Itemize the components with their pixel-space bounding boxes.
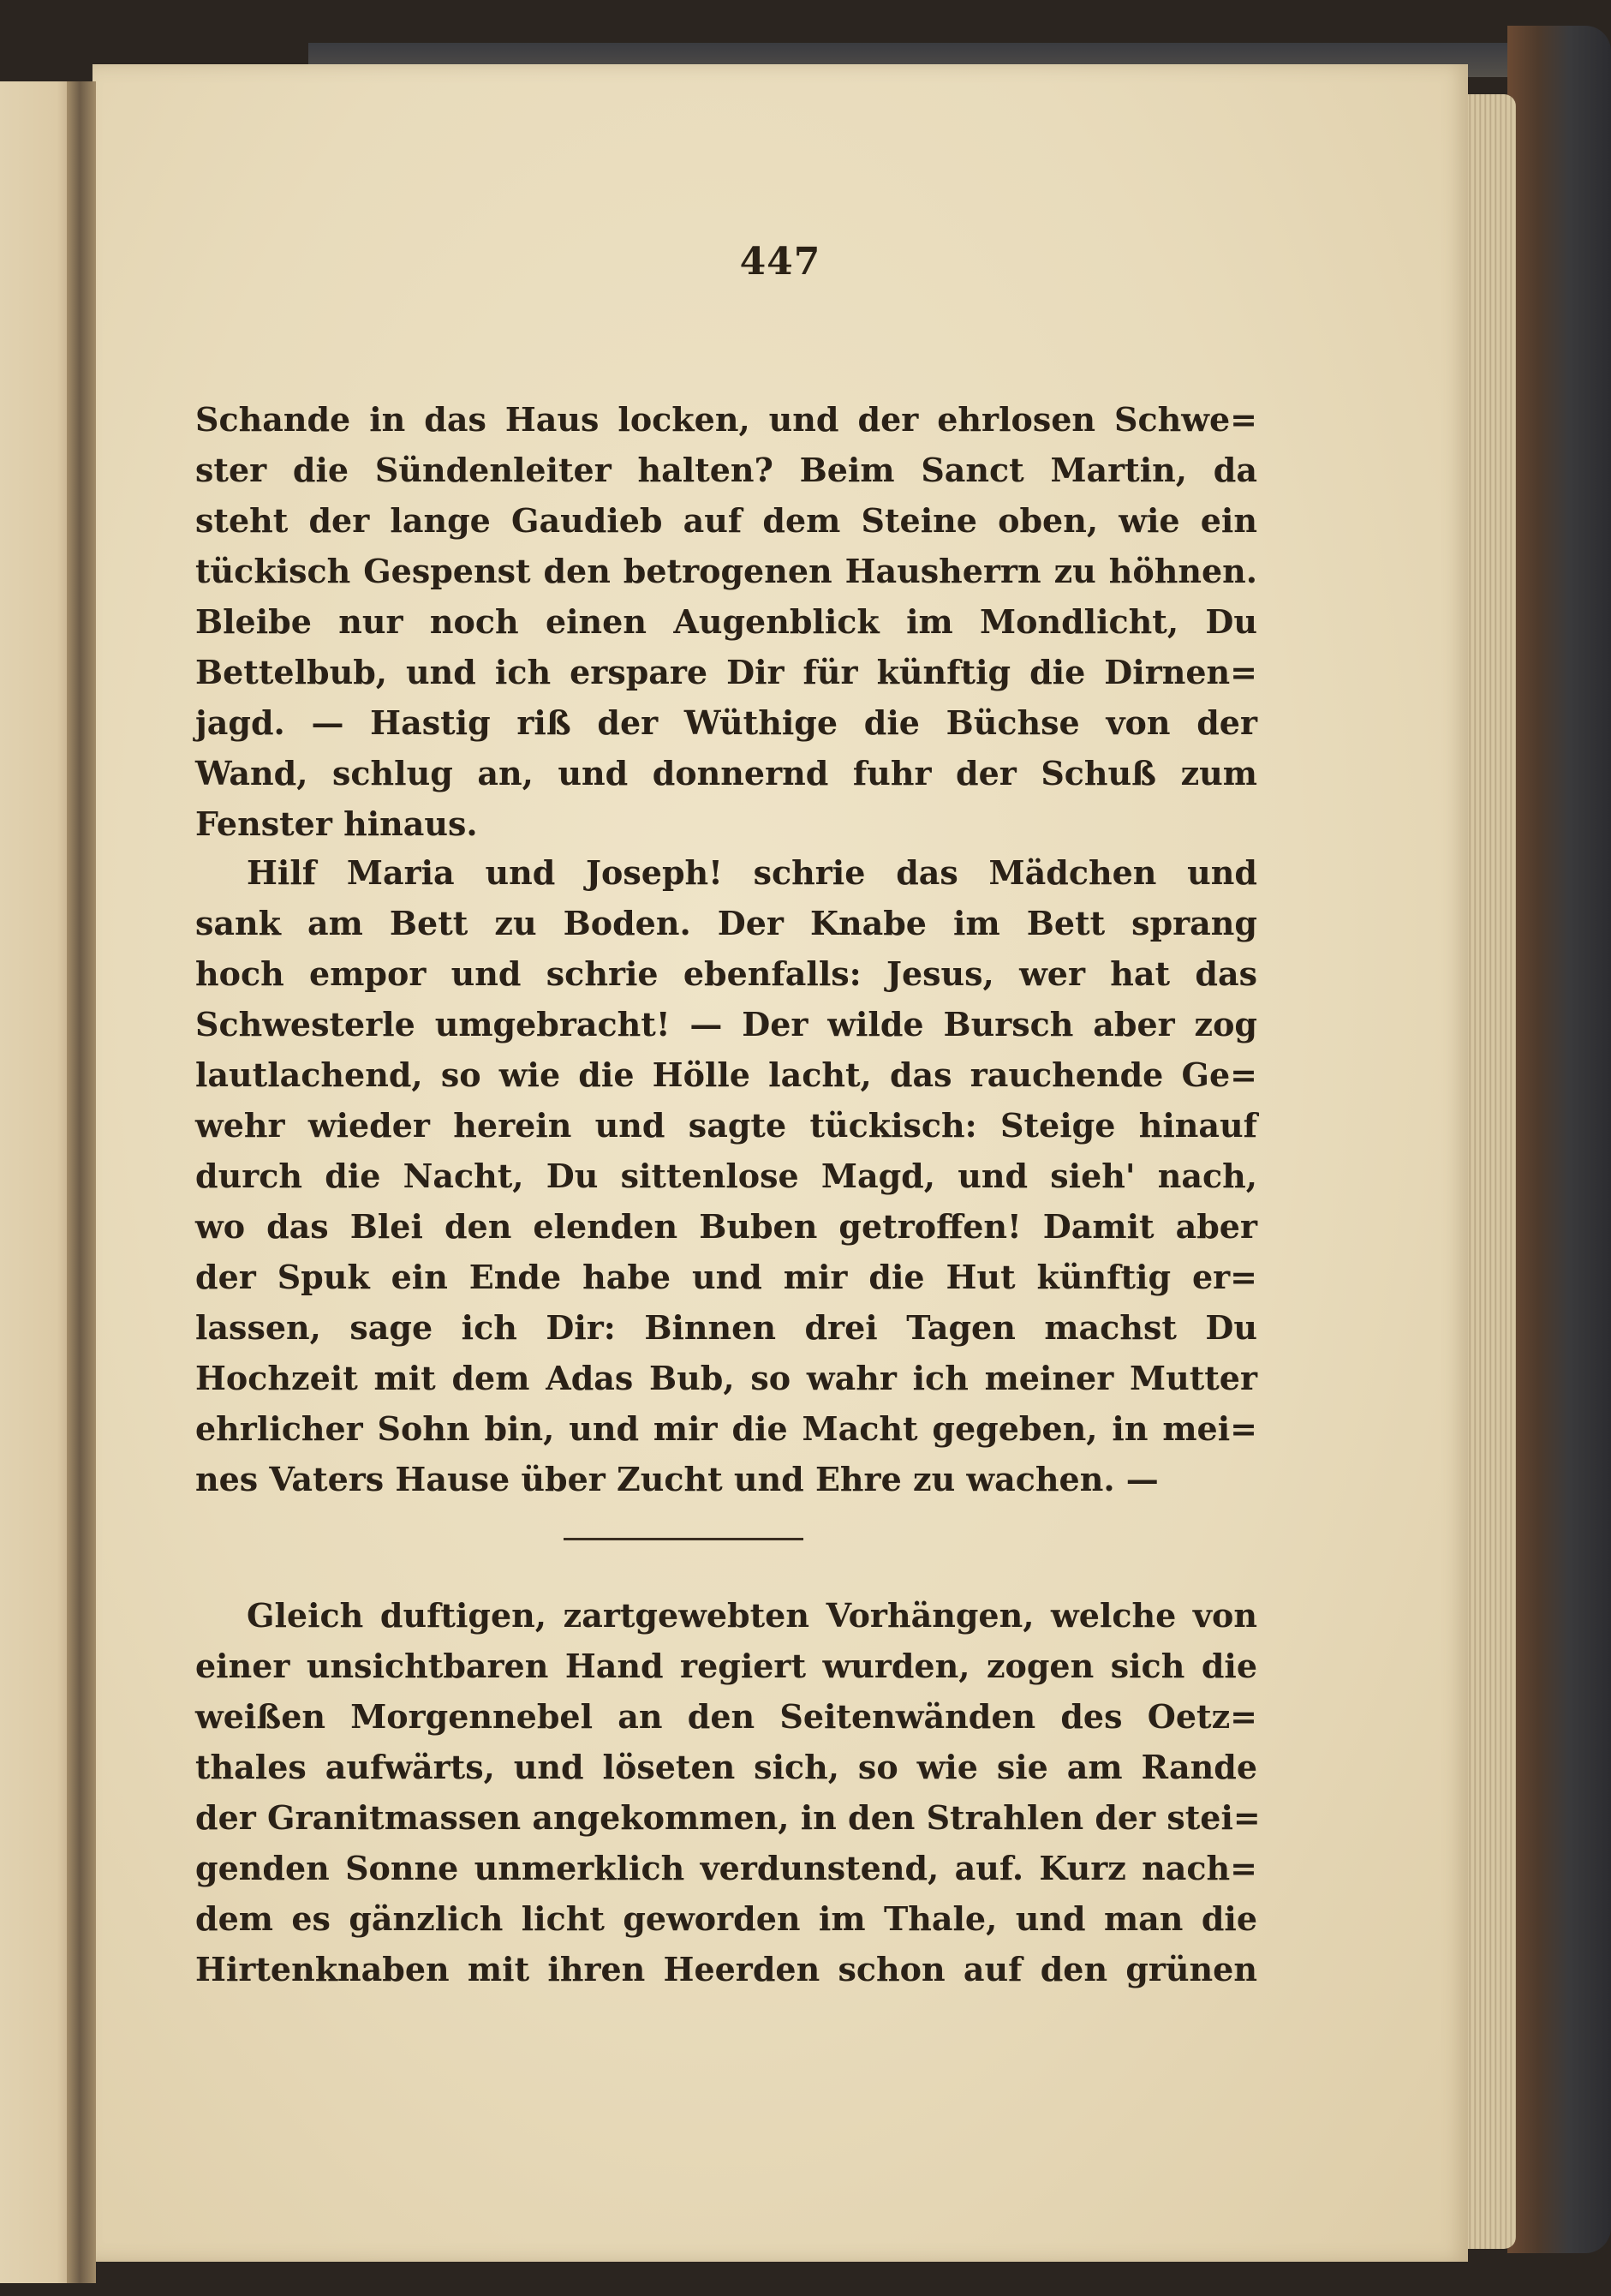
book-cover-right-edge — [1507, 26, 1611, 2253]
paragraph-3 — [195, 1590, 1261, 1994]
text-line: der Granitmassen angekommen, in den Strahlen der stei= — [195, 1798, 1261, 1837]
text-line: Fenster hinaus. — [195, 804, 478, 843]
book-gutter — [67, 81, 96, 2283]
text-line: thales aufwärts, und löseten sich, so wie sie am Rande — [195, 1748, 1257, 1786]
text-line: Schwesterle umgebracht! — Der wilde Bursch aber zog — [195, 1005, 1257, 1043]
text-line: lautlachend, so wie die Hölle lacht, das rauchende Ge= — [195, 1055, 1257, 1094]
text-line: Wand, schlug an, und donnernd fuhr der Schuß zum — [195, 754, 1257, 792]
text-line: Hilf Maria und Joseph! schrie das Mädchen und — [247, 853, 1257, 892]
text-line: Gleich duftigen, zartgewebten Vorhängen, welche von — [247, 1596, 1257, 1635]
book-page — [92, 64, 1468, 2262]
text-line: nes Vaters Hause über Zucht und Ehre zu wachen. — — [195, 1460, 1159, 1498]
text-line: genden Sonne unmerklich verdunstend, auf. Kurz nach= — [195, 1849, 1257, 1887]
text-line: dem es gänzlich licht geworden im Thale, und man die — [195, 1899, 1257, 1938]
text-line: sank am Bett zu Boden. Der Knabe im Bett sprang — [195, 904, 1257, 942]
text-line: tückisch Gespenst den betrogenen Hausherrn zu höhnen. — [195, 552, 1257, 590]
text-line: wo das Blei den elenden Buben getroffen! Damit aber — [195, 1207, 1257, 1246]
paragraph-1 — [195, 394, 1257, 849]
text-line: Hochzeit mit dem Adas Bub, so wahr ich meiner Mutter — [195, 1359, 1257, 1397]
text-line: durch die Nacht, Du sittenlose Magd, und sieh' nach, — [195, 1157, 1257, 1195]
text-line: Bleibe nur noch einen Augenblick im Mondlicht, Du — [195, 602, 1257, 641]
text-line: Bettelbub, und ich erspare Dir für künftig die Dirnen= — [195, 653, 1257, 691]
text-line: Schande in das Haus locken, und der ehrlosen Schwe= — [195, 400, 1257, 439]
text-line: Hirtenknaben mit ihren Heerden schon auf den grünen — [195, 1950, 1257, 1988]
text-line: jagd. — Hastig riß der Wüthige die Büchse von der — [195, 703, 1257, 742]
text-line: steht der lange Gaudieb auf dem Steine oben, wie ein — [195, 501, 1257, 540]
text-line: weißen Morgennebel an den Seitenwänden des Oetz= — [195, 1697, 1257, 1736]
page-number: 447 — [739, 240, 821, 284]
text-line: einer unsichtbaren Hand regiert wurden, zogen sich die — [195, 1647, 1257, 1685]
text-line: hoch empor und schrie ebenfalls: Jesus, wer hat das — [195, 954, 1257, 993]
section-divider — [564, 1538, 803, 1540]
text-line: ehrlicher Sohn bin, und mir die Macht gegeben, in mei= — [195, 1409, 1257, 1448]
text-line: lassen, sage ich Dir: Binnen drei Tagen machst Du — [195, 1308, 1257, 1347]
text-line: der Spuk ein Ende habe und mir die Hut künftig er= — [195, 1258, 1257, 1296]
text-line: wehr wieder herein und sagte tückisch: Steige hinauf — [195, 1106, 1257, 1145]
paragraph-2 — [195, 847, 1257, 1504]
text-line: ster die Sündenleiter halten? Beim Sanct Martin, da — [195, 451, 1257, 489]
